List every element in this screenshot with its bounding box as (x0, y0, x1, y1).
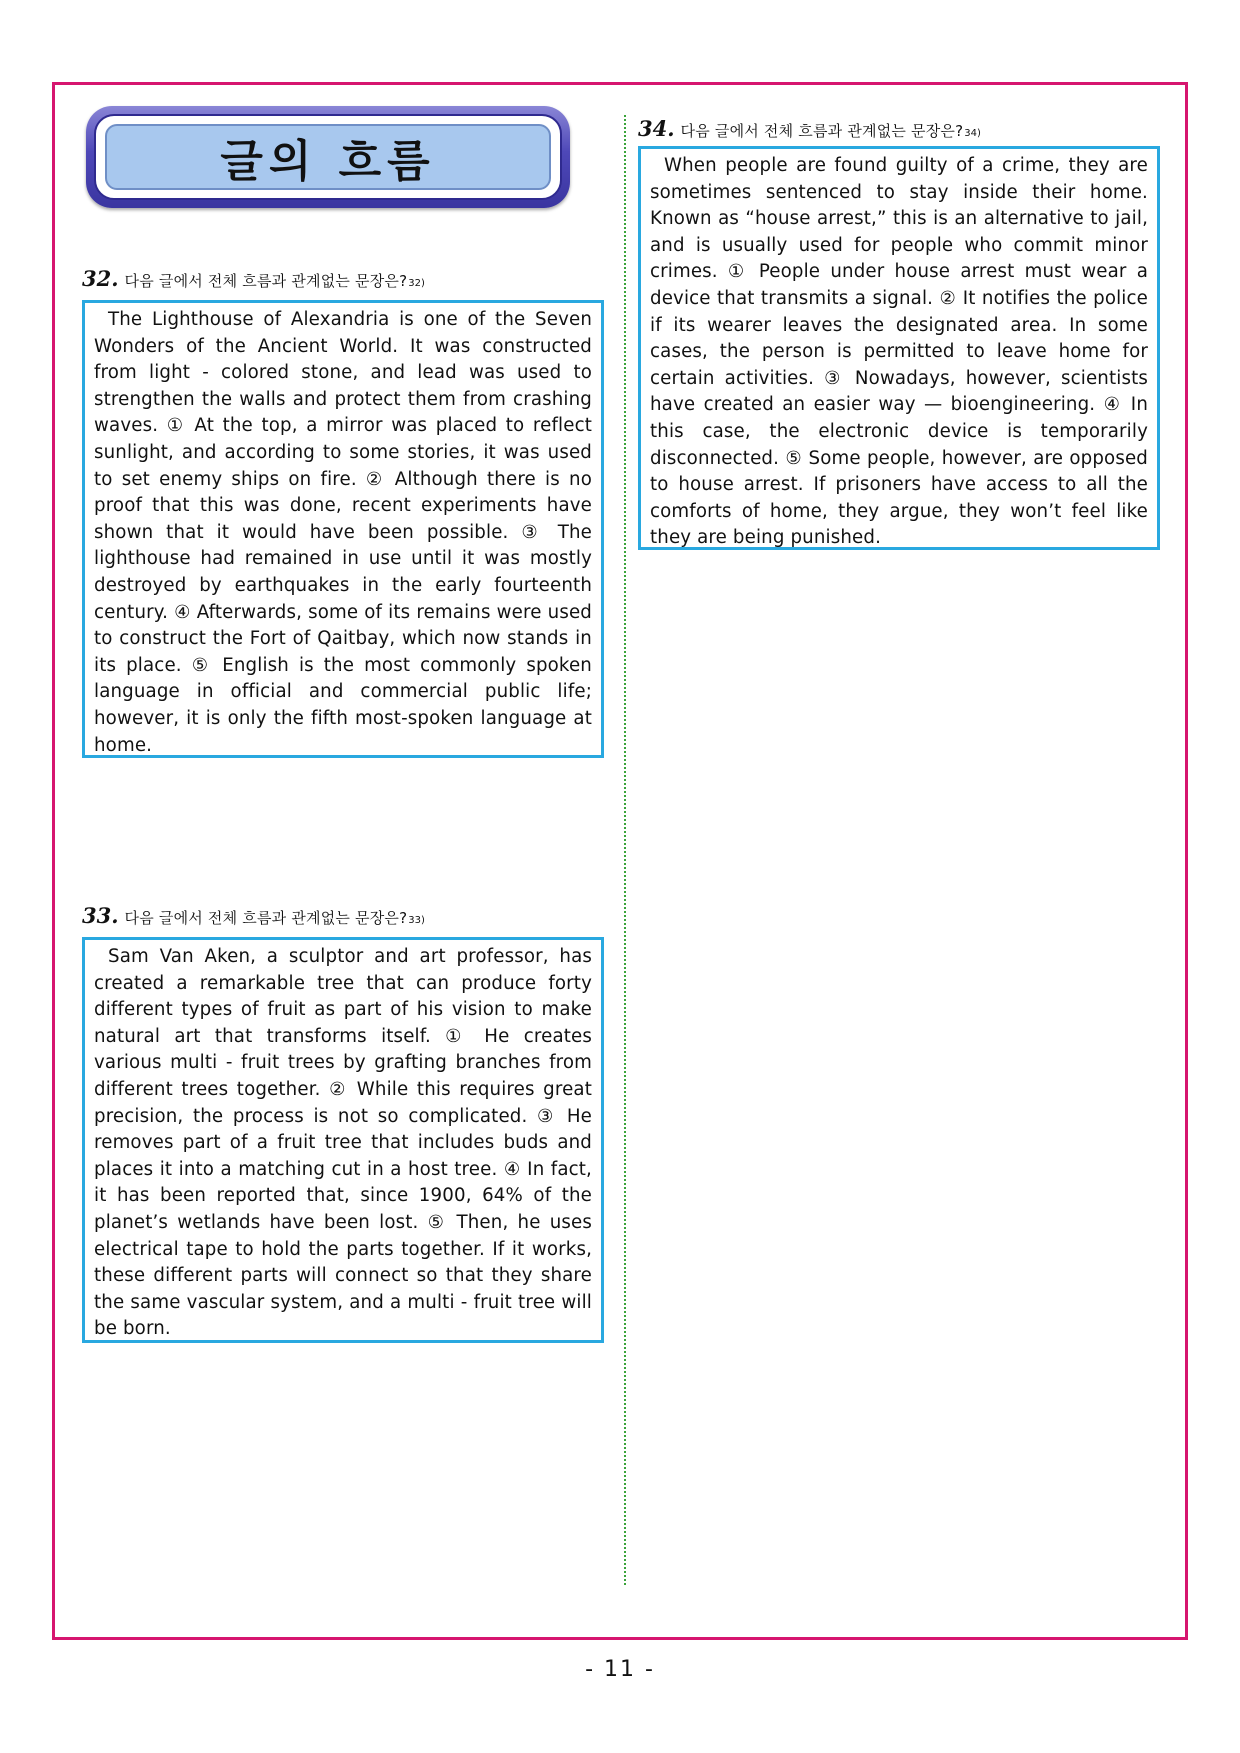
question-prompt: 다음 글에서 전체 흐름과 관계없는 문장은? (680, 122, 964, 140)
question-prompt: 다음 글에서 전체 흐름과 관계없는 문장은? (124, 909, 408, 927)
question-34-header (638, 116, 981, 141)
question-32-passage-box (82, 300, 604, 758)
question-33-header (82, 903, 425, 928)
question-prompt: 다음 글에서 전체 흐름과 관계없는 문장은? (124, 272, 408, 290)
question-33-passage-box (82, 937, 604, 1343)
question-33-passage: Sam Van Aken, a sculptor and art professor, has created a remarkable tree that can produce forty different types of fruit as part of his vision to make natural art that transforms itself. ① He creates various multi - fruit trees by grafting branches from different trees together. ② While this requires great precision, the process is not so complicated. ③ He removes part of a fruit tree that includes buds and places it into a matching cut in a host tree. ④ In fact, it has been reported that, since 1900, 64% of the planet’s wetlands have been lost. ⑤ Then, he uses electrical tape to hold the parts together. If it works, these different parts will connect so that they share the same vascular system, and a multi - fruit tree will be born. (94, 946, 592, 1340)
section-title: 글의 흐름 (220, 136, 436, 187)
title-banner-inner (105, 124, 551, 190)
title-banner-frame (94, 114, 562, 200)
question-footnote-ref: 32) (408, 278, 425, 289)
question-number: 32. (82, 266, 119, 291)
section-title-banner (86, 106, 570, 208)
column-divider (624, 115, 626, 1585)
question-number: 33. (82, 903, 119, 928)
question-32-passage: The Lighthouse of Alexandria is one of the Seven Wonders of the Ancient World. It was constructed from light - colored stone, and lead was used to strengthen the walls and protect them from crashing waves. ① At the top, a mirror was placed to reflect sunlight, and according to some stories, it was used to set enemy ships on fire. ② Although there is no proof that this was done, recent experiments have shown that it would have been possible. ③ The lighthouse had remained in use until it was mostly destroyed by earthquakes in the early fourteenth century. ④ Afterwards, some of its remains were used to construct the Fort of Qaitbay, which now stands in its place. ⑤ English is the most commonly spoken language in official and commercial public life; however, it is only the fifth most-spoken language at home. (94, 309, 592, 756)
question-footnote-ref: 34) (964, 128, 981, 139)
question-number: 34. (638, 116, 675, 141)
page-number: - 11 - (585, 1657, 655, 1682)
question-32-header (82, 266, 425, 291)
question-34-passage-box (638, 146, 1160, 550)
question-34-passage: When people are found guilty of a crime, they are sometimes sentenced to stay inside their home. Known as “house arrest,” this is an alternative to jail, and is usually used for people who commit minor crimes. ① People under house arrest must wear a device that transmits a signal. ② It notifies the police if its wearer leaves the designated area. In some cases, the person is permitted to leave home for certain activities. ③ Nowadays, however, scientists have created an easier way — bioengineering. ④ In this case, the electronic device is temporarily disconnected. ⑤ Some people, however, are opposed to house arrest. If prisoners have access to all the comforts of home, they argue, they won’t feel like they are being punished. (650, 155, 1148, 549)
question-footnote-ref: 33) (408, 915, 425, 926)
